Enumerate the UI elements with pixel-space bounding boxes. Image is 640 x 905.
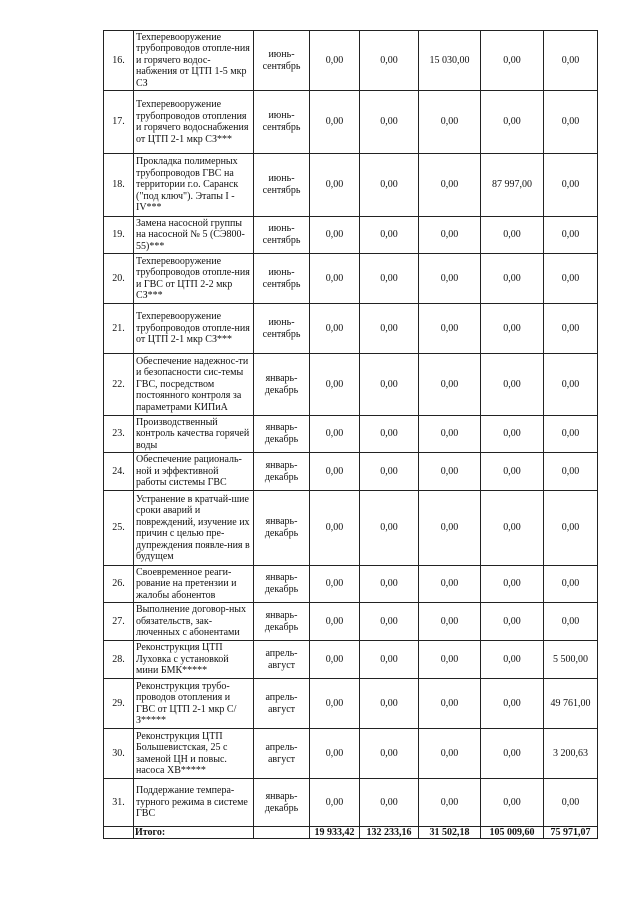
row-value: 0,00 (481, 453, 544, 491)
row-value: 0,00 (360, 416, 419, 453)
total-period-cell (254, 827, 310, 839)
row-value: 0,00 (481, 603, 544, 641)
row-value: 0,00 (544, 453, 598, 491)
table-row (104, 453, 598, 491)
row-value: 0,00 (544, 31, 598, 91)
row-period: январь-декабрь (254, 416, 310, 453)
row-description: Выполнение договор-ных обязательств, зак-люченных с абонентами (134, 603, 254, 641)
row-value: 0,00 (419, 779, 481, 827)
row-description: Замена насосной группы на насосной № 5 (СЭ800-55)*** (134, 217, 254, 254)
row-description: Обеспечение надежнос-ти и безопасности сис-темы ГВС, посредством постоянного контроля за параметрами КИПиА (134, 354, 254, 416)
total-value: 31 502,18 (419, 827, 481, 839)
row-value: 0,00 (419, 453, 481, 491)
row-value: 5 500,00 (544, 641, 598, 679)
row-value: 0,00 (544, 603, 598, 641)
table-row (104, 31, 598, 91)
investment-program-table (103, 30, 598, 839)
row-value: 0,00 (360, 603, 419, 641)
row-number: 23. (104, 416, 134, 453)
row-value: 0,00 (481, 91, 544, 154)
row-description: Прокладка полимерных трубопроводов ГВС на территории г.о. Саранск ("под ключ"). Этапы I - IV*** (134, 154, 254, 217)
total-label: Итого: (134, 827, 254, 839)
row-number: 16. (104, 31, 134, 91)
row-value: 0,00 (360, 566, 419, 603)
table-row (104, 491, 598, 566)
row-value: 0,00 (360, 254, 419, 304)
row-description: Поддержание темпера-турного режима в системе ГВС (134, 779, 254, 827)
row-value: 0,00 (310, 603, 360, 641)
table-row (104, 603, 598, 641)
row-value: 0,00 (419, 416, 481, 453)
row-description: Реконструкция трубо-проводов отопления и ГВС от ЦТП 2-1 мкр С/З***** (134, 679, 254, 729)
row-value: 0,00 (310, 154, 360, 217)
row-value: 0,00 (481, 217, 544, 254)
row-value: 0,00 (360, 31, 419, 91)
table-row (104, 217, 598, 254)
table-row (104, 566, 598, 603)
row-value: 0,00 (419, 304, 481, 354)
row-period: апрель-август (254, 729, 310, 779)
table-row (104, 154, 598, 217)
row-description: Техперевооружение трубопроводов отопле-ния и горячего водос-набжения от ЦТП 1-5 мкр СЗ (134, 31, 254, 91)
total-num-cell (104, 827, 134, 839)
row-value: 0,00 (360, 217, 419, 254)
row-value: 0,00 (481, 354, 544, 416)
table-row (104, 416, 598, 453)
row-value: 87 997,00 (481, 154, 544, 217)
row-value: 0,00 (419, 217, 481, 254)
row-number: 24. (104, 453, 134, 491)
row-number: 22. (104, 354, 134, 416)
row-value: 0,00 (481, 254, 544, 304)
row-period: июнь-сентябрь (254, 304, 310, 354)
row-description: Техперевооружение трубопроводов отопления и горячего водоснабжения от ЦТП 2-1 мкр СЗ*** (134, 91, 254, 154)
row-number: 17. (104, 91, 134, 154)
row-number: 28. (104, 641, 134, 679)
table-row (104, 729, 598, 779)
row-value: 0,00 (544, 416, 598, 453)
row-period: июнь-сентябрь (254, 217, 310, 254)
total-value: 132 233,16 (360, 827, 419, 839)
total-value: 19 933,42 (310, 827, 360, 839)
row-value: 0,00 (544, 217, 598, 254)
row-value: 15 030,00 (419, 31, 481, 91)
row-value: 0,00 (360, 304, 419, 354)
row-value: 0,00 (360, 679, 419, 729)
row-value: 0,00 (481, 729, 544, 779)
row-period: апрель-август (254, 641, 310, 679)
row-number: 27. (104, 603, 134, 641)
row-period: январь-декабрь (254, 603, 310, 641)
row-value: 0,00 (360, 154, 419, 217)
row-value: 0,00 (544, 154, 598, 217)
table-row (104, 304, 598, 354)
row-value: 0,00 (310, 416, 360, 453)
row-value: 0,00 (360, 91, 419, 154)
row-number: 29. (104, 679, 134, 729)
row-value: 0,00 (544, 304, 598, 354)
row-value: 0,00 (481, 679, 544, 729)
row-number: 19. (104, 217, 134, 254)
row-value: 0,00 (310, 491, 360, 566)
row-value: 49 761,00 (544, 679, 598, 729)
row-period: июнь-сентябрь (254, 254, 310, 304)
row-value: 0,00 (419, 254, 481, 304)
row-value: 0,00 (419, 91, 481, 154)
row-value: 0,00 (544, 566, 598, 603)
row-value: 0,00 (419, 603, 481, 641)
row-description: Обеспечение рациональ-ной и эффективной работы системы ГВС (134, 453, 254, 491)
row-value: 0,00 (419, 679, 481, 729)
row-period: январь-декабрь (254, 779, 310, 827)
row-description: Реконструкция ЦТП Большевистская, 25 с заменой ЦН и повыс. насоса ХВ***** (134, 729, 254, 779)
row-value: 0,00 (310, 354, 360, 416)
row-number: 26. (104, 566, 134, 603)
row-value: 0,00 (310, 566, 360, 603)
row-value: 0,00 (419, 641, 481, 679)
row-value: 0,00 (310, 217, 360, 254)
table-row (104, 779, 598, 827)
row-value: 0,00 (310, 453, 360, 491)
row-value: 0,00 (481, 31, 544, 91)
row-value: 0,00 (360, 354, 419, 416)
row-description: Техперевооружение трубопроводов отопле-ния от ЦТП 2-1 мкр СЗ*** (134, 304, 254, 354)
row-value: 0,00 (360, 491, 419, 566)
table-row (104, 641, 598, 679)
row-number: 21. (104, 304, 134, 354)
row-period: апрель-август (254, 679, 310, 729)
row-value: 0,00 (310, 779, 360, 827)
row-value: 0,00 (481, 641, 544, 679)
row-value: 0,00 (310, 254, 360, 304)
row-value: 0,00 (544, 254, 598, 304)
row-period: январь-декабрь (254, 354, 310, 416)
row-value: 0,00 (360, 729, 419, 779)
row-value: 0,00 (481, 491, 544, 566)
row-value: 0,00 (310, 641, 360, 679)
total-value: 75 971,07 (544, 827, 598, 839)
row-value: 0,00 (481, 416, 544, 453)
row-value: 0,00 (544, 354, 598, 416)
row-description: Техперевооружение трубопроводов отопле-ния и ГВС от ЦТП 2-2 мкр СЗ*** (134, 254, 254, 304)
row-number: 30. (104, 729, 134, 779)
row-value: 0,00 (310, 729, 360, 779)
row-value: 0,00 (360, 453, 419, 491)
table-body (104, 31, 598, 839)
row-value: 0,00 (360, 641, 419, 679)
total-row (104, 827, 598, 839)
row-period: январь-декабрь (254, 453, 310, 491)
row-period: июнь-сентябрь (254, 91, 310, 154)
row-value: 0,00 (544, 91, 598, 154)
row-value: 0,00 (419, 354, 481, 416)
row-value: 0,00 (419, 729, 481, 779)
row-value: 0,00 (360, 779, 419, 827)
table-row (104, 679, 598, 729)
row-value: 0,00 (419, 566, 481, 603)
row-description: Производственный контроль качества горячей воды (134, 416, 254, 453)
row-description: Устранение в кратчай-шие сроки аварий и повреждений, изучение их причин с целью пре-дупреждения появле-ния в будущем (134, 491, 254, 566)
row-value: 0,00 (544, 491, 598, 566)
row-number: 31. (104, 779, 134, 827)
row-number: 20. (104, 254, 134, 304)
row-period: июнь-сентябрь (254, 154, 310, 217)
total-value: 105 009,60 (481, 827, 544, 839)
row-number: 25. (104, 491, 134, 566)
row-period: январь-декабрь (254, 491, 310, 566)
row-value: 3 200,63 (544, 729, 598, 779)
row-value: 0,00 (310, 304, 360, 354)
row-value: 0,00 (310, 31, 360, 91)
row-value: 0,00 (419, 154, 481, 217)
row-period: июнь-сентябрь (254, 31, 310, 91)
row-value: 0,00 (481, 304, 544, 354)
row-description: Своевременное реаги-рование на претензии и жалобы абонентов (134, 566, 254, 603)
table-row (104, 354, 598, 416)
row-description: Реконструкция ЦТП Луховка с установкой мини БМК***** (134, 641, 254, 679)
row-value: 0,00 (310, 679, 360, 729)
row-number: 18. (104, 154, 134, 217)
row-value: 0,00 (419, 491, 481, 566)
table-row (104, 254, 598, 304)
table-row (104, 91, 598, 154)
row-period: январь-декабрь (254, 566, 310, 603)
row-value: 0,00 (544, 779, 598, 827)
row-value: 0,00 (310, 91, 360, 154)
row-value: 0,00 (481, 779, 544, 827)
row-value: 0,00 (481, 566, 544, 603)
